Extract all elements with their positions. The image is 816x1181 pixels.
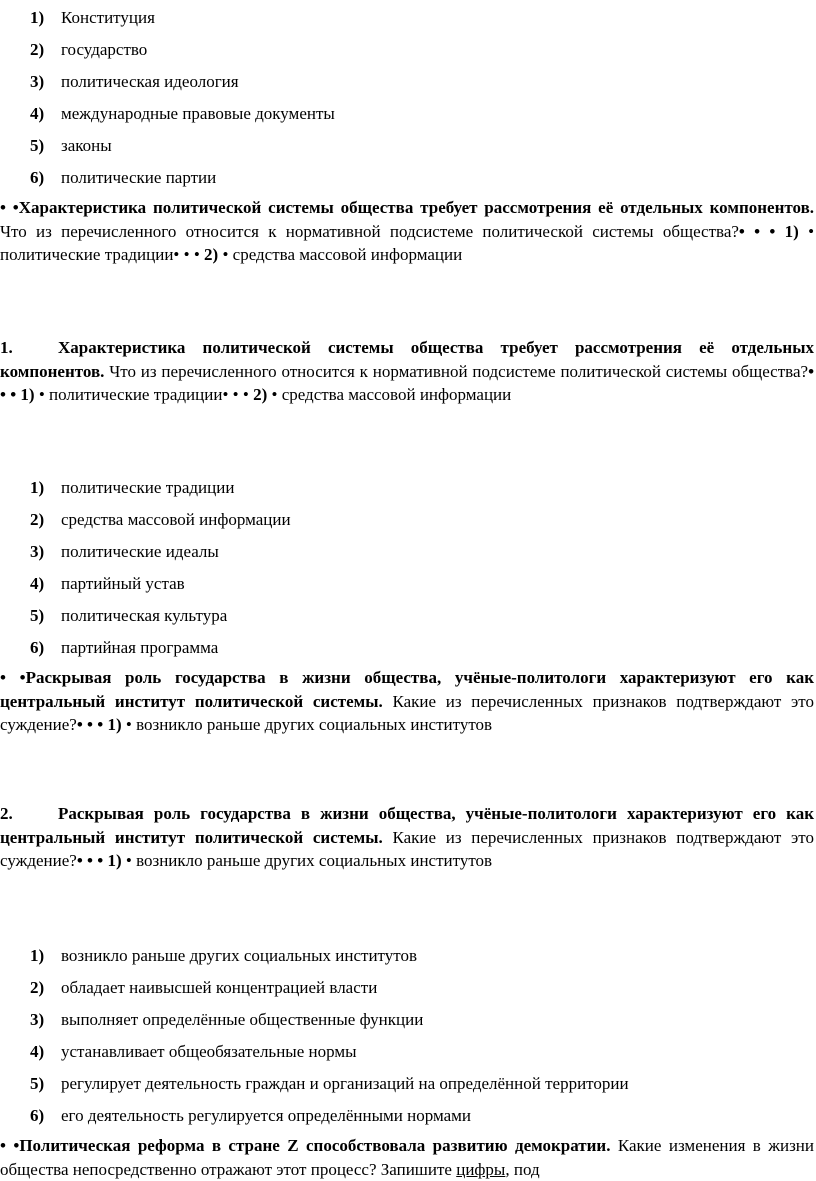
- item-number: 5): [30, 136, 45, 155]
- list1-item: [30, 136, 112, 156]
- item-number: 1): [30, 946, 45, 965]
- item-number: 1): [30, 8, 45, 27]
- tail-bullets: • • •: [76, 851, 104, 870]
- item-number: 3): [30, 72, 45, 91]
- item-number: 2): [30, 978, 45, 997]
- option2-number: 2): [253, 385, 268, 404]
- mid-bullets: • • •: [222, 385, 249, 404]
- list1-item: [30, 104, 335, 124]
- item-text: законы: [61, 136, 112, 155]
- question-number: 1.: [0, 338, 13, 357]
- question-bold: Политическая реформа в стране Z способствовала развитию демократии.: [19, 1136, 611, 1155]
- question3-bullet-paragraph: [0, 1134, 814, 1181]
- list1-item: [30, 72, 239, 92]
- item-number: 6): [30, 1106, 45, 1125]
- list3-item: [30, 1042, 357, 1062]
- option1-dot: •: [125, 851, 132, 870]
- item-text: Конституция: [61, 8, 155, 27]
- question-text: Что из перечисленного относится к нормативной подсистеме политической системы общества?: [109, 361, 809, 381]
- option1-number: 1): [107, 851, 122, 870]
- option1-number: 1): [107, 715, 122, 734]
- item-text: политические традиции: [61, 478, 235, 497]
- tail-bullets: • • •: [0, 361, 815, 404]
- item-text: партийный устав: [61, 574, 185, 593]
- item-number: 6): [30, 638, 45, 657]
- tail-bullets: • • •: [738, 221, 776, 241]
- item-text: политические партии: [61, 168, 217, 187]
- question-text: Что из перечисленного относится к нормативной подсистеме политической системы общества?: [0, 221, 739, 241]
- list3-item: [30, 1010, 423, 1030]
- item-text: государство: [61, 40, 148, 59]
- item-text: политические идеалы: [61, 542, 219, 561]
- option2-text: средства массовой информации: [281, 385, 512, 404]
- list3-item: [30, 1074, 629, 1094]
- item-text: политическая культура: [61, 606, 228, 625]
- list2-item: [30, 478, 234, 498]
- option1-dot: •: [808, 221, 815, 241]
- item-text: выполняет определённые общественные функции: [61, 1010, 424, 1029]
- option2-number: 2): [204, 245, 219, 264]
- option2-text: средства массовой информации: [232, 245, 463, 264]
- item-number: 4): [30, 574, 45, 593]
- list2-item: [30, 510, 291, 530]
- item-number: 5): [30, 606, 45, 625]
- list2-item: [30, 606, 227, 626]
- item-text: обладает наивысшей концентрацией власти: [61, 978, 378, 997]
- option2-dot: •: [271, 385, 278, 404]
- item-number: 6): [30, 168, 45, 187]
- bullet-lead: • •: [0, 198, 19, 217]
- option1-text: возникло раньше других социальных институтов: [136, 851, 493, 870]
- item-text: устанавливает общеобязательные нормы: [61, 1042, 357, 1061]
- item-number: 4): [30, 104, 45, 123]
- option1-text: политические традиции: [49, 385, 223, 404]
- bullet-lead: • •: [0, 1136, 20, 1155]
- item-text: международные правовые документы: [61, 104, 335, 123]
- option2-dot: •: [222, 245, 229, 264]
- question-number: 2.: [0, 804, 13, 823]
- list1-item: [30, 40, 147, 60]
- list2-item: [30, 638, 218, 658]
- option1-number: 1): [784, 221, 799, 241]
- item-text: его деятельность регулируется определёнными нормами: [61, 1106, 472, 1125]
- option1-text: политические традиции: [0, 245, 174, 264]
- tail-bullets: • • •: [76, 715, 104, 734]
- list2-item: [30, 542, 219, 562]
- question-bold: Характеристика политической системы общества требует рассмотрения её отдельных компонентов.: [0, 338, 814, 381]
- item-number: 2): [30, 40, 45, 59]
- question2-bullet-paragraph: [0, 666, 814, 737]
- item-number: 3): [30, 542, 45, 561]
- list1-item: [30, 168, 216, 188]
- bullet-lead: • •: [0, 668, 26, 687]
- item-text: партийная программа: [61, 638, 219, 657]
- option1-number: 1): [20, 385, 35, 404]
- option1-dot: •: [125, 715, 132, 734]
- mid-bullets: • • •: [173, 245, 200, 264]
- question-text-tail: , под: [505, 1159, 540, 1179]
- item-text: возникло раньше других социальных институтов: [61, 946, 417, 965]
- option1-dot: •: [38, 385, 45, 404]
- item-number: 4): [30, 1042, 45, 1061]
- question-bold: Раскрывая роль государства в жизни общества, учёные-политологи характеризуют его как центральный институт политической системы.: [0, 804, 814, 847]
- item-text: регулирует деятельность граждан и организаций на определённой территории: [61, 1074, 629, 1093]
- item-number: 1): [30, 478, 45, 497]
- question-text: Какие изменения в жизни общества непосредственно отражают этот процесс? Запишите: [0, 1136, 814, 1179]
- question1-paragraph: [0, 336, 814, 407]
- item-text: средства массовой информации: [61, 510, 291, 529]
- list2-item: [30, 574, 185, 594]
- list1-item: [30, 8, 155, 28]
- question2-paragraph: [0, 802, 814, 873]
- question-bold: Характеристика политической системы общества требует рассмотрения её отдельных компонентов.: [18, 198, 815, 217]
- list3-item: [30, 1106, 471, 1126]
- item-number: 3): [30, 1010, 45, 1029]
- underlined-word: цифры: [456, 1159, 506, 1179]
- question-text: Какие из перечисленных признаков подтверждают это суждение?: [0, 827, 814, 870]
- question-text: Какие из перечисленных признаков подтверждают это суждение?: [0, 691, 814, 734]
- list3-item: [30, 946, 417, 966]
- question-bold: Раскрывая роль государства в жизни общества, учёные-политологи характеризуют его как центральный институт политической системы.: [0, 668, 815, 711]
- item-text: политическая идеология: [61, 72, 239, 91]
- option1-text: возникло раньше других социальных институтов: [136, 715, 493, 734]
- item-number: 2): [30, 510, 45, 529]
- list3-item: [30, 978, 377, 998]
- item-number: 5): [30, 1074, 45, 1093]
- question1-bullet-paragraph: [0, 196, 814, 267]
